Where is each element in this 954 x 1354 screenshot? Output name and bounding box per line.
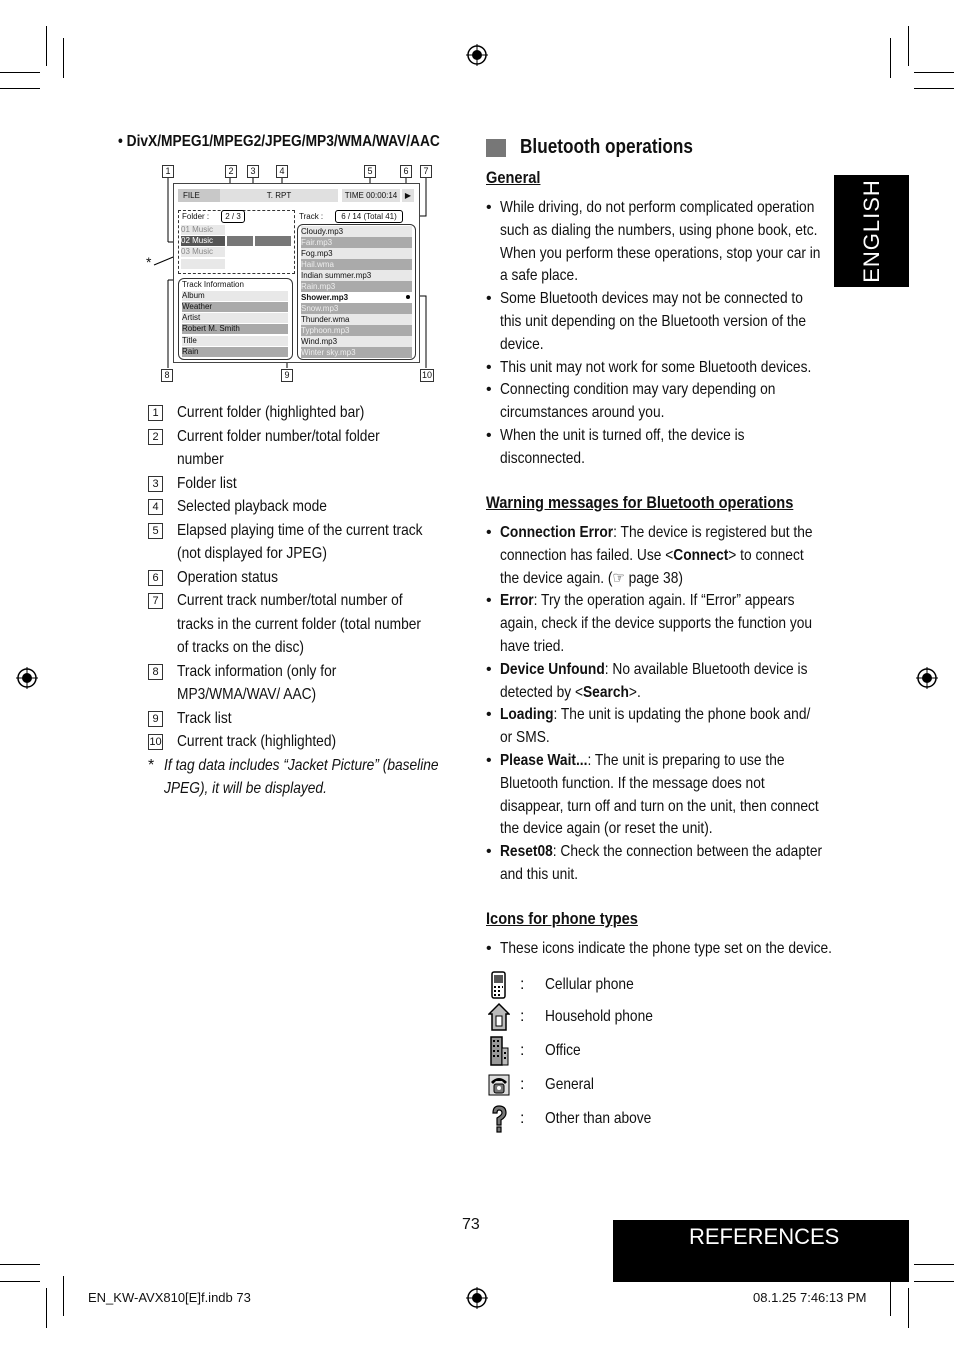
legend-number: 10	[149, 736, 162, 748]
crop-mark	[908, 26, 909, 66]
phone-type-row	[488, 1036, 581, 1066]
phone-type-label: General	[545, 1076, 594, 1093]
folder-bar	[227, 236, 253, 246]
play-status-icon: ▶	[402, 189, 414, 202]
legend-text: Selected playback mode	[177, 498, 327, 515]
track-item: Wind.mp3	[301, 336, 412, 347]
callout-2: 2	[225, 165, 237, 178]
list-item: • While driving, do not perform complicated operation such as dialing the numbers, using phone book, etc. When you perform these operations, stop your car in a safe place.	[486, 197, 876, 288]
general-list	[486, 197, 876, 471]
office-icon	[488, 1036, 510, 1066]
track-list	[301, 226, 412, 358]
legend-text: Current track number/total number of tracks in the current folder (total number of tracks on the disc)	[177, 592, 421, 656]
warning-text: : The device is registered but the connection has failed. Use <	[500, 524, 813, 564]
folder-bar	[255, 236, 291, 246]
phone-type-row	[488, 1104, 652, 1134]
warning-button-name: Connect	[673, 546, 729, 564]
warning-text: : Try the operation again. If “Error” appears again, check if the device supports the function you have tried.	[500, 592, 813, 655]
legend-number: 6	[148, 570, 163, 586]
callout-10: 10	[421, 370, 432, 380]
callout-4: 4	[276, 165, 288, 178]
legend-item	[148, 730, 467, 754]
crop-mark	[63, 38, 64, 78]
track-info-item: Rain	[182, 347, 288, 357]
warning-text: > to connect the device again. (☞ page 38)	[500, 546, 804, 587]
track-info-title: Track Information	[182, 280, 244, 289]
warning-term: Loading	[500, 706, 554, 724]
track-item: Typhoon.mp3	[301, 325, 412, 336]
legend-number: 2	[148, 429, 163, 445]
legend-item	[148, 495, 467, 519]
callout-8: 8	[161, 369, 173, 382]
warning-term: Connection Error	[500, 524, 614, 541]
warning-text: : Check the connection between the adapter and this unit.	[500, 843, 823, 883]
crop-mark	[46, 26, 47, 66]
warning-list	[486, 522, 876, 887]
list-item-text: Connecting condition may vary depending on circumstances around you.	[500, 381, 776, 422]
crop-mark	[0, 1264, 40, 1265]
legend-number: 4	[148, 499, 163, 515]
track-info-item: Robert M. Smith	[182, 324, 288, 334]
folder-item: 01 Music	[181, 225, 225, 235]
legend-item	[148, 660, 467, 707]
track-label: Track :	[299, 212, 324, 221]
track-item: Fair.mp3	[301, 237, 412, 248]
phone-type-label: Household phone	[545, 1008, 653, 1025]
folder-item: 03 Music	[181, 247, 225, 257]
legend-number: 9	[148, 711, 163, 727]
footer-timestamp: 08.1.25 7:46:13 PM	[753, 1290, 867, 1305]
folder-label: Folder :	[182, 212, 210, 221]
warning-term: Reset08	[500, 843, 553, 861]
references-tab	[613, 1220, 909, 1282]
file-label: FILE	[178, 189, 223, 202]
list-item: • These icons indicate the phone type set on the device.	[486, 938, 876, 961]
crop-mark	[914, 72, 954, 73]
legend-text: Current track (highlighted)	[177, 733, 337, 750]
warning-text: >.	[628, 683, 641, 701]
registration-mark-icon	[16, 667, 38, 689]
warning-text: : No available Bluetooth device is detected by <	[500, 660, 808, 701]
legend-number: 8	[148, 664, 163, 680]
warning-term: Device Unfound	[500, 660, 605, 678]
current-track-marker-icon	[406, 295, 410, 299]
crop-mark	[63, 1276, 64, 1316]
phone-type-label: Office	[545, 1042, 581, 1059]
warning-item: • Error: Try the operation again. If “Error” appears again, check if the device supports the function you have tried.	[486, 592, 813, 655]
legend-item	[148, 566, 467, 590]
track-item: Rain.mp3	[301, 281, 412, 292]
track-item: Hail.wma	[301, 259, 412, 270]
track-info-item: Weather	[182, 302, 288, 312]
crop-mark	[890, 38, 891, 78]
warning-item: • Please Wait...: The unit is preparing to use the Bluetooth function. If the message does not disappear, turn off and turn on the unit, then connect the device again (or reset the unit).	[486, 751, 819, 838]
icons-heading: Icons for phone types	[486, 909, 638, 928]
legend-text: Operation status	[177, 568, 278, 586]
phone-type-label: Cellular phone	[545, 976, 634, 993]
callout-6: 6	[400, 165, 412, 178]
colon: :	[520, 1008, 525, 1025]
legend-text: Folder list	[177, 474, 237, 492]
callout-7: 7	[420, 165, 432, 178]
warning-item: • Loading: The unit is updating the phone book and/ or SMS.	[486, 706, 811, 747]
warning-item: • Connection Error: The device is registered but the connection has failed. Use <Connect> to connect the device again. (☞ page 38)	[486, 524, 813, 587]
crop-mark	[890, 1276, 891, 1316]
legend-text: Track information (only for MP3/WMA/WAV/ AAC)	[177, 662, 337, 703]
warning-text: : The unit is preparing to use the Bluetooth function. If the message does not disappear, turn off and turn on the unit, then connect the device again (or reset the unit).	[500, 751, 819, 838]
section-title-text: Bluetooth operations	[520, 136, 693, 158]
crop-mark	[46, 1288, 47, 1328]
legend-number: 1	[148, 405, 163, 421]
track-number: 6 / 14 (Total 41)	[335, 210, 403, 223]
list-item-text: When the unit is turned off, the device is disconnected.	[500, 426, 745, 467]
track-item-current: Shower.mp3	[301, 292, 412, 303]
references-tab-label: REFERENCES	[689, 1224, 840, 1249]
footer-file-info: EN_KW-AVX810[E]f.indb 73	[88, 1290, 251, 1305]
colon: :	[520, 976, 525, 993]
list-item: • Connecting condition may vary depending on circumstances around you.	[486, 379, 876, 425]
list-item-text: These icons indicate the phone type set on the device.	[500, 940, 832, 957]
callout-3: 3	[247, 165, 259, 178]
crop-mark	[0, 1281, 40, 1282]
registration-mark-icon	[466, 44, 488, 66]
icons-intro-list	[486, 938, 876, 961]
list-item: • When the unit is turned off, the device is disconnected.	[486, 425, 876, 471]
legend-text: Current folder (highlighted bar)	[177, 404, 365, 421]
legend-text: Track list	[177, 709, 232, 727]
colon: :	[520, 1110, 525, 1127]
legend-item	[148, 401, 467, 425]
crop-mark	[908, 1288, 909, 1328]
warning-term: Please Wait...	[500, 751, 588, 769]
callout-legend	[148, 401, 467, 754]
question-mark-icon	[488, 1104, 510, 1134]
language-tab-label: ENGLISH	[858, 179, 884, 283]
registration-mark-icon	[916, 667, 938, 689]
track-info-item: Album	[182, 291, 288, 301]
screen-mockup	[173, 183, 420, 363]
warning-term: Error	[500, 592, 534, 610]
page-number: 73	[462, 1216, 480, 1233]
list-item-text: While driving, do not perform complicated operation such as dialing the numbers, using phone book, etc. When you perform these operations, stop your car in a safe place.	[500, 199, 821, 285]
section-marker-icon	[486, 139, 506, 157]
phone-type-row	[488, 1002, 653, 1032]
legend-item	[148, 707, 467, 731]
legend-number: 3	[148, 476, 163, 492]
track-info-item: Title	[182, 336, 288, 346]
track-item: Cloudy.mp3	[301, 226, 412, 237]
track-item: Winter sky.mp3	[301, 347, 412, 358]
general-phone-icon	[488, 1070, 510, 1100]
phone-type-row	[488, 970, 634, 1000]
callout-9: 9	[281, 369, 293, 382]
legend-number: 7	[148, 593, 163, 609]
jacket-picture-asterisk: *	[146, 254, 152, 270]
list-item: • Some Bluetooth devices may not be connected to this unit depending on the Bluetooth version of the device.	[486, 288, 876, 356]
list-item: • This unit may not work for some Bluetooth devices.	[486, 357, 876, 380]
warning-text: : The unit is updating the phone book and/ or SMS.	[500, 706, 811, 747]
legend-item	[148, 425, 467, 472]
phone-type-row	[488, 1070, 594, 1100]
track-info-item: Artist	[182, 313, 288, 323]
phone-type-label: Other than above	[545, 1110, 652, 1127]
legend-item	[148, 472, 467, 496]
general-heading: General	[486, 168, 541, 187]
callout-5: 5	[364, 165, 376, 178]
format-heading: • DivX/MPEG1/MPEG2/JPEG/MP3/WMA/WAV/AAC	[118, 133, 440, 150]
warning-heading: Warning messages for Bluetooth operations	[486, 493, 794, 512]
repeat-mode: T. RPT	[220, 189, 338, 202]
folder-item-empty	[181, 259, 225, 269]
crop-mark	[0, 88, 40, 89]
list-item-text: This unit may not work for some Bluetooth devices.	[500, 358, 812, 376]
track-item: Thunder.wma	[301, 314, 412, 325]
colon: :	[520, 1076, 525, 1093]
warning-button-name: Search	[583, 683, 629, 701]
legend-text: Elapsed playing time of the current track (not displayed for JPEG)	[177, 521, 423, 562]
note-asterisk: *	[148, 757, 155, 774]
elapsed-time: TIME 00:00:14	[342, 189, 400, 202]
track-item: Indian summer.mp3	[301, 270, 412, 281]
crop-mark	[914, 88, 954, 89]
crop-mark	[914, 1281, 954, 1282]
colon: :	[520, 1042, 525, 1059]
warning-item: • Reset08: Check the connection between the adapter and this unit.	[486, 843, 823, 883]
registration-mark-icon	[466, 1287, 488, 1309]
language-tab	[834, 175, 909, 287]
section-title	[486, 136, 721, 159]
crop-mark	[0, 72, 40, 73]
track-item: Fog.mp3	[301, 248, 412, 259]
crop-mark	[914, 1264, 954, 1265]
warning-item: • Device Unfound: No available Bluetooth device is detected by <Search>.	[486, 660, 808, 701]
folder-number: 2 / 3	[221, 210, 245, 223]
cellular-phone-icon	[488, 970, 510, 1000]
note-text: If tag data includes “Jacket Picture” (baseline JPEG), it will be displayed.	[164, 757, 439, 797]
list-item-text: Some Bluetooth devices may not be connected to this unit depending on the Bluetooth version of the device.	[500, 290, 806, 353]
legend-item	[148, 589, 467, 660]
household-phone-icon	[488, 1002, 510, 1032]
legend-text: Current folder number/total folder number	[177, 427, 380, 468]
legend-item	[148, 519, 467, 566]
callout-1: 1	[162, 165, 174, 178]
track-item: Snow.mp3	[301, 303, 412, 314]
folder-item-current: 02 Music	[181, 236, 225, 246]
legend-number: 5	[148, 523, 163, 539]
